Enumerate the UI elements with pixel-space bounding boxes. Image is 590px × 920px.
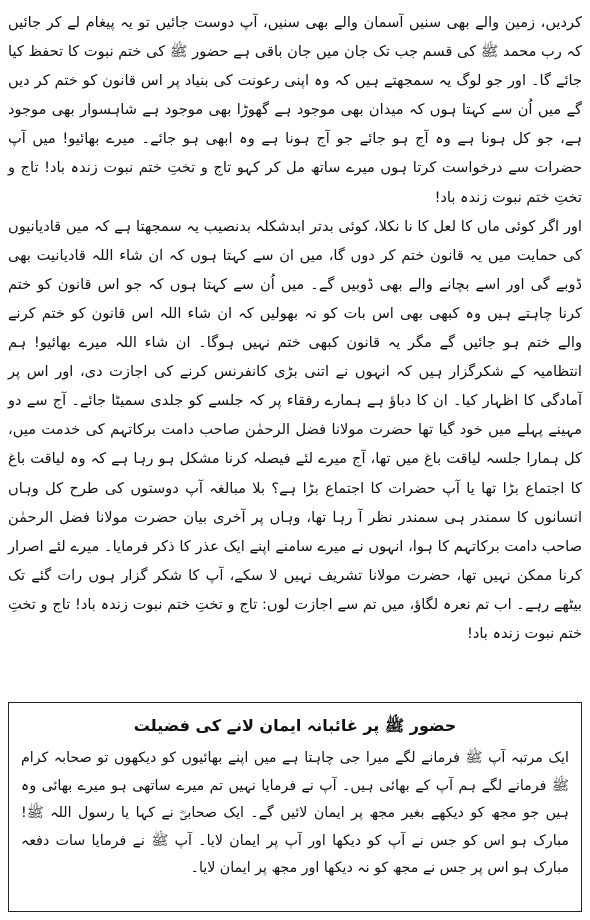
paragraph-1: کردیں، زمین والے بھی سنیں آسمان والے بھی سنیں، آپ دوست جائیں تو یہ پیغام لے کر جائیں کہ رب محمد ﷺ کی قسم جب تک جان میں جان باقی ہے حضور ﷺ کی ختم نبوت کا تحفظ کیا جائے گا۔ اور جو لوگ یہ سمجھتے ہیں کہ وہ اپنی رعونت کی بنیاد پر اس قانون کو ختم کر دیں گے میں اُن سے کہتا ہوں کہ میدان بھی موجود ہے گھوڑا بھی موجود ہے شاہسوار بھی موجود ہے، جو کل ہونا ہے وہ آج ہو جائے جو آج ہونا ہے وہ ابھی ہو جائے۔ میرے بھائیو! میں آپ حضرات سے درخواست کرتا ہوں میرے ساتھ مل کر کہو تاج و تختِ ختم نبوت زندہ باد! تاج و تختِ ختم نبوت زندہ باد! (8, 14, 582, 206)
highlight-box (8, 702, 582, 912)
main-text (8, 8, 582, 648)
section-text: ایک مرتبہ آپ ﷺ فرمانے لگے میرا جی چاہتا ہے میں اپنے بھائیوں کو دیکھوں تو صحابہ کرام ﷺ فرمانے لگے ہم آپ کے بھائی ہیں۔ آپ نے فرمایا نہیں تم میرے ساتھی ہو میرے بھائی وہ ہیں جو مجھ کو دیکھے بغیر مجھ پر ایمان لائیں گے۔ ایک صحابیؓ نے کہا یا رسول اللہ ﷺ! مبارک ہو اس کو جس نے آپ کو دیکھا اور آپ پر ایمان لایا۔ آپ ﷺ نے فرمایا سات دفعہ مبارک ہو اس پر جس نے مجھ کو نہ دیکھا اور مجھ پر ایمان لایا۔ (21, 750, 569, 876)
section-title: حضور ﷺ پر غائبانہ ایمان لانے کی فضیلت (133, 716, 457, 735)
paragraph-2: اور اگر کوئی ماں کا لعل کا نا نکلا، کوئی بدتر ابدشکلہ بدنصیب یہ سمجھتا ہے کہ میں قادیانیوں کی حمایت میں یہ قانون ختم کر دوں گا، میں ان سے کہتا ہوں کہ ان شاء اللہ قادیانیت بھی ڈوبے گی اور اسے بچانے والے بھی ڈوبیں گے۔ میں اُن سے کہتا ہوں کہ جو اس قانون کو ختم کرنا چاہتے ہیں وہ کبھی بھی اس بات کو نہ بھولیں کہ ان شاء اللہ اس قانون کو ختم کرنے والے ختم ہو جائیں گے مگر یہ قانون کبھی ختم نہیں ہوگا۔ ان شاء اللہ میرے بھائیو! ہم انتظامیہ کے شکرگزار ہیں کہ انہوں نے اتنی بڑی کانفرنس کرنے کی اجازت دی، اور اس پر آمادگی کا اظہار کیا۔ ان کا دباؤ ہے ہمارے رفقاء پر کہ جلسے کو جلدی سمیٹا جائے۔ آج سے دو مہینے پہلے میں خود گیا تھا حضرت مولانا فضل الرحمٰن صاحب دامت برکاتہم کی خدمت میں، کل ہمارا جلسہ لیاقت باغ میں تھا، آج میرے لئے فیصلہ کرنا مشکل ہو رہا ہے کہ وہ لیاقت باغ کا اجتماع بڑا تھا یا آپ حضرات کا اجتماع بڑا ہے؟ بلا مبالغہ آپ دوستوں کی طرح کل وہاں انسانوں کا سمندر ہی سمندر نظر آ رہا تھا، وہاں پر آخری بیان حضرت مولانا فضل الرحمٰن صاحب دامت برکاتہم کا ہوا، انہوں نے میرے سامنے اپنے ایک عذر کا ذکر فرمایا۔ میرے لئے اصرار کرنا ممکن نہیں تھا، حضرت مولانا تشریف نہیں لا سکے، آپ کا شکر گزار ہوں رات گئے تک بیٹھے رہے۔ اب تم نعرہ لگاؤ، میں تم سے اجازت لوں: تاج و تختِ ختم نبوت زندہ باد! تاج و تختِ ختم نبوت زندہ باد! (8, 217, 582, 642)
